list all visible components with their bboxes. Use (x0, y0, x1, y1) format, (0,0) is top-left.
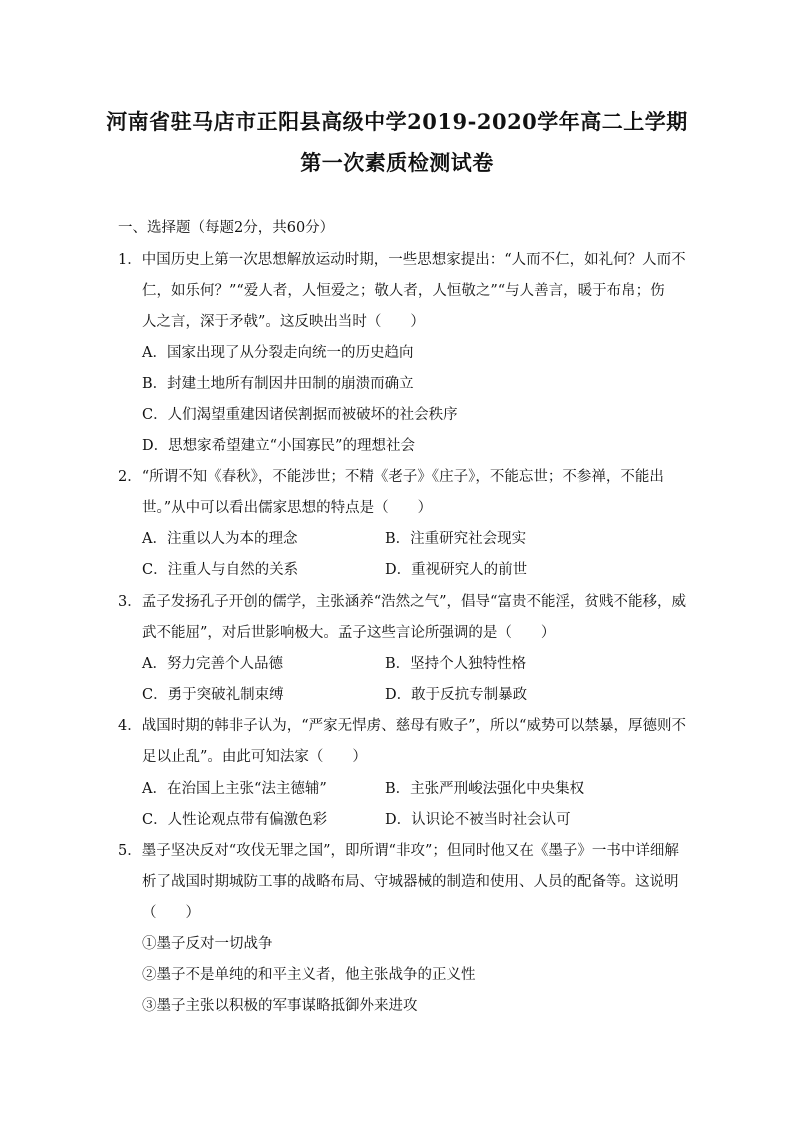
question-line: 析了战国时期城防工事的战略布局、守城器械的制造和使用、人员的配备等。这说明 (142, 874, 679, 890)
statement-2: ②墨子不是单纯的和平主义者，他主张战争的正义性 (142, 967, 476, 983)
question-line: 5．墨子坚决反对“攻伐无罪之国”，即所谓“非攻”；但同时他又在《墨子》一书中详细解 (118, 843, 679, 859)
question-line: 2．“所谓不知《春秋》，不能涉世；不精《老子》《庄子》，不能忘世；不参禅，不能出 (118, 469, 664, 485)
option-a: A．努力完善个人品德 (142, 656, 283, 672)
question-line: 足以止乱”。由此可知法家（ ） (142, 749, 367, 765)
statement-3: ③墨子主张以积极的军事谋略抵御外来进攻 (142, 998, 418, 1014)
question-line: 3．孟子发扬孔子开创的儒学，主张涵养“浩然之气”，倡导“富贵不能淫，贫贱不能移，威 (118, 594, 686, 610)
option-d: D．思想家希望建立“小国寡民”的理想社会 (142, 438, 415, 454)
question-line: 1．中国历史上第一次思想解放运动时期，一些思想家提出：“人而不仁，如礼何？人而不 (118, 252, 686, 268)
option-b: B．主张严刑峻法强化中央集权 (385, 781, 585, 797)
option-c: C．注重人与自然的关系 (142, 562, 299, 578)
exam-title-line1: 河南省驻马店市正阳县高级中学2019-2020学年高二上学期 (106, 109, 688, 134)
question-line: 4．战国时期的韩非子认为，“严家无悍虏、慈母有败子”，所以“威势可以禁暴，厚德则不 (118, 718, 686, 734)
option-d: D．认识论不被当时社会认可 (385, 812, 571, 828)
option-d: D．敢于反抗专制暴政 (385, 687, 528, 703)
option-a: A．在治国上主张“法主德辅” (142, 781, 327, 797)
option-d: D．重视研究人的前世 (385, 562, 528, 578)
option-c: C．勇于突破礼制束缚 (142, 687, 284, 703)
question-line: 武不能屈”，对后世影响极大。孟子这些言论所强调的是（ ） (142, 625, 556, 641)
option-a: A．国家出现了从分裂走向统一的历史趋向 (142, 345, 414, 361)
question-line: 人之言，深于矛戟”。这反映出当时（ ） (142, 314, 425, 330)
exam-title-line2: 第一次素质检测试卷 (300, 150, 494, 175)
option-b: B．封建土地所有制因井田制的崩溃而确立 (142, 376, 414, 392)
option-c: C．人们渴望重建因诸侯割据而被破坏的社会秩序 (142, 407, 458, 423)
option-a: A．注重以人为本的理念 (142, 531, 298, 547)
option-b: B．注重研究社会现实 (385, 531, 527, 547)
section-heading: 一、选择题（每题2分，共60分） (118, 220, 335, 236)
option-b: B．坚持个人独特性格 (385, 656, 527, 672)
statement-1: ①墨子反对一切战争 (142, 936, 273, 952)
question-line: 仁，如乐何？”“爱人者，人恒爱之；敬人者，人恒敬之”“与人善言，暖于布帛；伤 (142, 283, 665, 299)
question-line: 世。”从中可以看出儒家思想的特点是（ ） (142, 500, 433, 516)
option-c: C．人性论观点带有偏激色彩 (142, 812, 328, 828)
question-line: （ ） (142, 905, 200, 921)
